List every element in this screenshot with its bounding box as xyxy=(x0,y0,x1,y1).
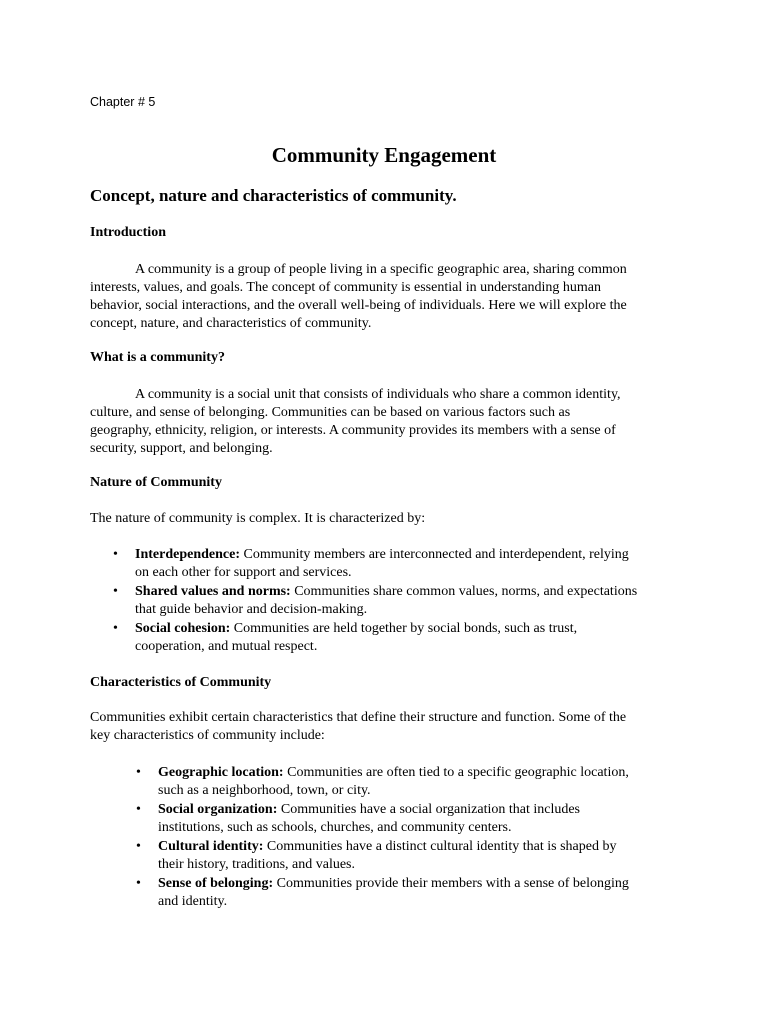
list-item xyxy=(136,875,629,911)
paragraph-line: geography, ethnicity, religion, or interests. A community provides its members with a sense of xyxy=(90,423,616,438)
paragraph-line: key characteristics of community include: xyxy=(90,728,325,743)
list-item-text: cooperation, and mutual respect. xyxy=(135,639,318,654)
list-item-text: Communities are held together by social bonds, such as trust, xyxy=(230,621,578,636)
paragraph-line: interests, values, and goals. The concept of community is essential in understanding human xyxy=(90,280,602,295)
list-item-term: Sense of belonging: xyxy=(158,876,274,891)
list-item-term: Cultural identity: xyxy=(158,839,264,854)
introduction-paragraph xyxy=(90,261,680,333)
bullet-icon: • xyxy=(136,765,141,780)
list-item-text: institutions, such as schools, churches, and community centers. xyxy=(158,820,512,835)
list-item-text: and identity. xyxy=(158,894,228,909)
list-item-text: on each other for support and services. xyxy=(135,565,352,580)
list-item xyxy=(136,764,629,800)
list-item xyxy=(136,838,629,874)
list-item-term: Social cohesion: xyxy=(135,621,231,636)
list-item xyxy=(113,620,637,656)
bullet-icon: • xyxy=(113,584,118,599)
list-item-text: Community members are interconnected and interdependent, relying xyxy=(240,547,629,562)
nature-list xyxy=(113,546,638,657)
list-item-text: Communities are often tied to a specific geographic location, xyxy=(283,765,629,780)
bullet-icon: • xyxy=(136,876,141,891)
list-item xyxy=(136,801,629,837)
characteristics-heading: Characteristics of Community xyxy=(90,675,272,690)
characteristics-list xyxy=(136,764,629,912)
list-item-text: such as a neighborhood, town, or city. xyxy=(158,783,371,798)
list-item-term: Social organization: xyxy=(158,802,278,817)
list-item-term: Shared values and norms: xyxy=(135,584,291,599)
list-item-term: Interdependence: xyxy=(135,547,240,562)
paragraph-line: concept, nature, and characteristics of community. xyxy=(90,316,372,331)
bullet-icon: • xyxy=(113,621,118,636)
what-is-community-heading: What is a community? xyxy=(90,350,225,365)
bullet-icon: • xyxy=(136,839,141,854)
paragraph-line: behavior, social interactions, and the overall well-being of individuals. Here we will explore the xyxy=(90,298,627,313)
paragraph-line: Communities exhibit certain characteristics that define their structure and function. Some of the xyxy=(90,710,627,725)
section-title: Concept, nature and characteristics of community. xyxy=(90,186,457,205)
bullet-icon: • xyxy=(136,802,141,817)
nature-heading: Nature of Community xyxy=(90,475,222,490)
paragraph-line: security, support, and belonging. xyxy=(90,441,273,456)
characteristics-intro xyxy=(90,709,680,745)
list-item-text: their history, traditions, and values. xyxy=(158,857,355,872)
list-item-text: Communities have a distinct cultural identity that is shaped by xyxy=(263,839,617,854)
list-item-text: Communities have a social organization that includes xyxy=(277,802,581,817)
page-title: Community Engagement xyxy=(271,143,497,167)
list-item xyxy=(113,583,638,619)
list-item-text: Communities share common values, norms, and expectations xyxy=(290,584,638,599)
list-item-text: Communities provide their members with a sense of belonging xyxy=(273,876,629,891)
introduction-heading: Introduction xyxy=(90,225,166,240)
list-item-text: that guide behavior and decision-making. xyxy=(135,602,368,617)
chapter-label: Chapter # 5 xyxy=(90,95,156,109)
list-item-term: Geographic location: xyxy=(158,765,284,780)
what-is-community-paragraph xyxy=(90,386,680,458)
bullet-icon: • xyxy=(113,547,118,562)
list-item xyxy=(113,546,637,582)
paragraph-line: A community is a group of people living in a specific geographic area, sharing common xyxy=(135,262,627,277)
nature-intro: The nature of community is complex. It is characterized by: xyxy=(90,511,426,526)
paragraph-line: A community is a social unit that consists of individuals who share a common identity, xyxy=(135,387,621,402)
paragraph-line: culture, and sense of belonging. Communities can be based on various factors such as xyxy=(90,405,571,420)
